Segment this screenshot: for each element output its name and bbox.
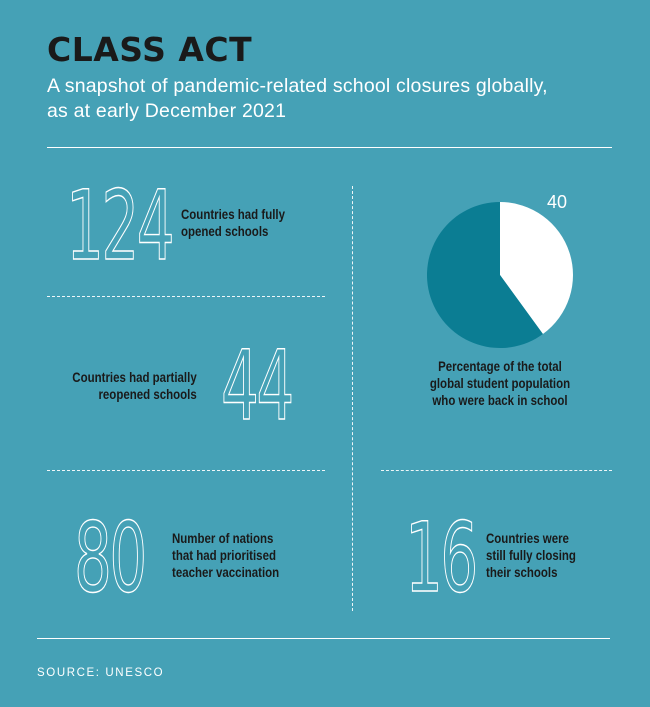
- stat-desc-line: reopened schools: [98, 386, 197, 402]
- stat-desc-partially-reopened: [73, 369, 197, 403]
- pie-slice-label: 40: [547, 192, 568, 212]
- top-divider: [47, 147, 612, 148]
- right-divider: [381, 470, 612, 471]
- pie-caption-line: Percentage of the total: [438, 358, 562, 374]
- stat-desc-line: Number of nations: [172, 530, 274, 546]
- stat-desc-line: still fully closing: [486, 547, 576, 563]
- stat-desc-line: Countries had partially: [72, 369, 197, 385]
- pie-caption: [418, 358, 582, 409]
- page-title: CLASS ACT: [47, 30, 253, 69]
- pie-chart: [420, 195, 580, 355]
- pie-caption-line: who were back in school: [432, 392, 568, 408]
- stat-desc-line: Countries were: [486, 530, 569, 546]
- stat-desc-line: that had prioritised: [172, 547, 276, 563]
- stat-desc-line: opened schools: [181, 223, 269, 239]
- stat-value-fully-closed: 16: [405, 502, 476, 614]
- left-divider-1: [47, 296, 325, 297]
- stat-value-partially-reopened: 44: [221, 330, 292, 442]
- pie-caption-line: global student population: [429, 375, 571, 391]
- stat-desc-line: Countries had fully: [181, 206, 285, 222]
- source-credit: SOURCE: UNESCO: [37, 667, 165, 679]
- center-divider: [352, 186, 353, 611]
- stat-desc-line: their schools: [486, 564, 558, 580]
- stat-value-fully-opened: 124: [66, 170, 173, 282]
- stat-desc-line: teacher vaccination: [172, 564, 280, 580]
- left-divider-2: [47, 470, 325, 471]
- stat-desc-fully-opened: [181, 206, 285, 240]
- stat-desc-teacher-vaccination: [172, 530, 279, 581]
- stat-value-teacher-vaccination: 80: [74, 502, 145, 614]
- stat-desc-fully-closed: [486, 530, 576, 581]
- page-subtitle: A snapshot of pandemic-related school closures globally, as at early December 2021: [47, 75, 548, 122]
- bottom-divider: [37, 638, 610, 639]
